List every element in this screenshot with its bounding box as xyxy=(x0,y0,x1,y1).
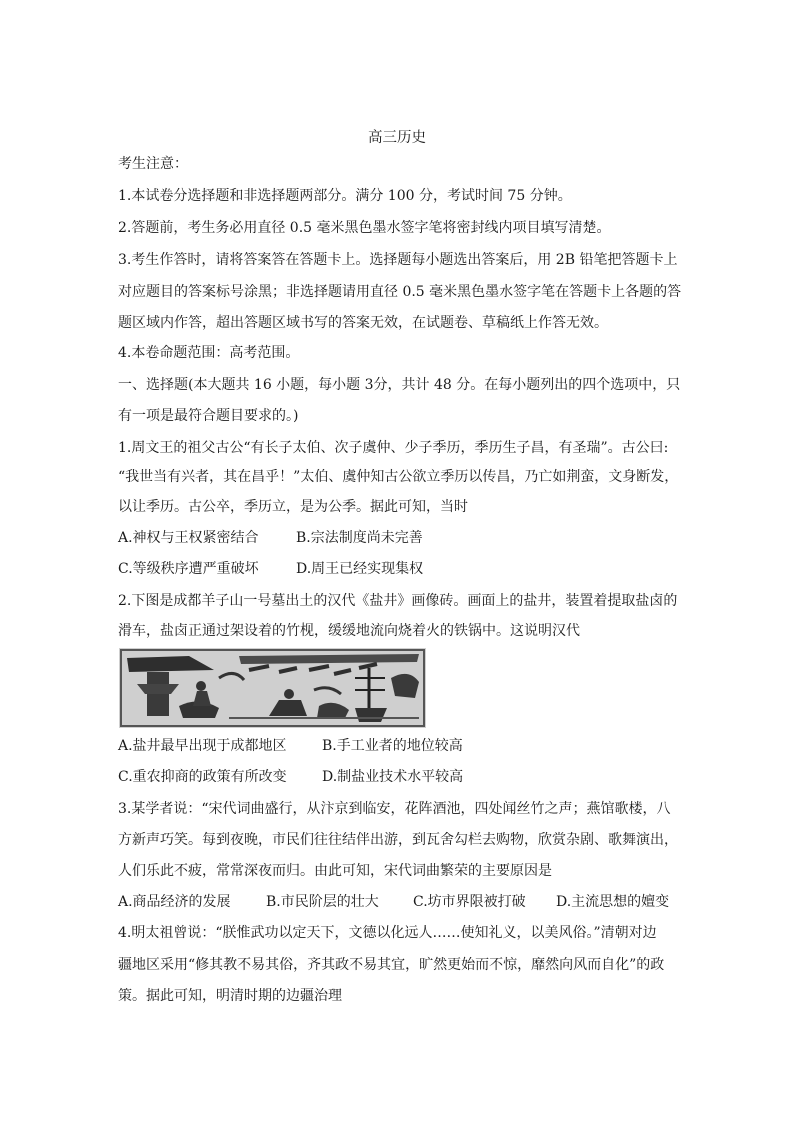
question-3-text-cont-1: 方新声巧笑。每到夜晚，市民们往往结伴出游，到瓦舍勾栏去购物，欣赏杂剧、歌舞演出， xyxy=(118,832,678,848)
notice-item-1: 1.本试卷分选择题和非选择题两部分。满分 100 分，考试时间 75 分钟。 xyxy=(118,188,572,204)
question-1-text-cont-2: 以让季历。古公卒，季历立，是为公季。据此可知，当时 xyxy=(118,499,468,515)
question-1-option-d[interactable]: D.周王已经实现集权 xyxy=(296,561,424,577)
question-3-option-c[interactable]: C.坊市界限被打破 xyxy=(413,894,526,910)
question-2-option-a[interactable]: A.盐井最早出现于成都地区 xyxy=(118,738,287,754)
question-3-option-a[interactable]: A.商品经济的发展 xyxy=(118,894,231,910)
section-instructions-cont: 有一项是最符合题目要求的。) xyxy=(118,408,299,424)
question-1-option-a[interactable]: A.神权与王权紧密结合 xyxy=(118,530,259,546)
notice-item-2: 2.答题前，考生务必用直径 0.5 毫米黑色墨水签字笔将密封线内项目填写清楚。 xyxy=(118,220,611,236)
question-2-option-b[interactable]: B.手工业者的地位较高 xyxy=(322,738,463,754)
notice-item-3: 3.考生作答时，请将答案答在答题卡上。选择题每小题选出答案后，用 2B 铅笔把答题卡上 xyxy=(118,252,678,268)
question-3-option-b[interactable]: B.市民阶层的壮大 xyxy=(266,894,379,910)
notice-heading: 考生注意： xyxy=(118,156,188,172)
salt-well-brick-image xyxy=(119,648,426,728)
question-3-text-cont-2: 人们乐此不疲，常常深夜而归。由此可知，宋代词曲繁荣的主要原因是 xyxy=(118,863,552,879)
question-3-text: 3.某学者说：“宋代词曲盛行，从汴京到临安，花阵酒池，四处闻丝竹之声；燕馆歌楼，八 xyxy=(118,801,671,817)
question-2-option-d[interactable]: D.制盐业技术水平较高 xyxy=(322,769,464,785)
notice-item-3-cont-2: 题区域内作答，超出答题区域书写的答案无效，在试题卷、草稿纸上作答无效。 xyxy=(118,315,608,331)
question-2-text: 2.下图是成都羊子山一号墓出土的汉代《盐井》画像砖。画面上的盐井，装置着提取盐卤的 xyxy=(118,593,678,609)
exam-title: 高三历史 xyxy=(368,130,426,146)
section-instructions: 一、选择题(本大题共 16 小题，每小题 3分，共计 48 分。在每小题列出的四个选项中，只 xyxy=(118,377,681,393)
question-1-option-c[interactable]: C.等级秩序遭严重破坏 xyxy=(118,561,259,577)
notice-item-3-cont-1: 对应题目的答案标号涂黑；非选择题请用直径 0.5 毫米黑色墨水签字笔在答题卡上各题的答 xyxy=(118,284,682,300)
question-1-text: 1.周文王的祖父古公“有长子太伯、次子虞仲、少子季历，季历生子昌，有圣瑞”。古公曰: xyxy=(118,440,669,456)
notice-item-4: 4.本卷命题范围：高考范围。 xyxy=(118,345,300,361)
question-4-text-cont-2: 策。据此可知，明清时期的边疆治理 xyxy=(118,988,342,1004)
question-1-option-b[interactable]: B.宗法制度尚未完善 xyxy=(296,530,423,546)
question-3-option-d[interactable]: D.主流思想的嬗变 xyxy=(556,894,670,910)
question-1-text-cont-1: “我世当有兴者，其在昌乎！”太伯、虞仲知古公欲立季历以传昌，乃亡如荆蛮，文身断发， xyxy=(118,469,679,485)
question-2-text-cont: 滑车，盐卤正通过架设着的竹枧，缓缓地流向烧着火的铁锅中。这说明汉代 xyxy=(118,623,580,639)
question-4-text-cont-1: 疆地区采用“修其教不易其俗，齐其政不易其宜，旷然更始而不惊，靡然向风而自化”的政 xyxy=(118,957,665,973)
question-4-text: 4.明太祖曾说：“朕惟武功以定天下，文德以化远人……使知礼义，以美风俗。”清朝对边 xyxy=(118,925,657,941)
question-2-option-c[interactable]: C.重农抑商的政策有所改变 xyxy=(118,769,287,785)
